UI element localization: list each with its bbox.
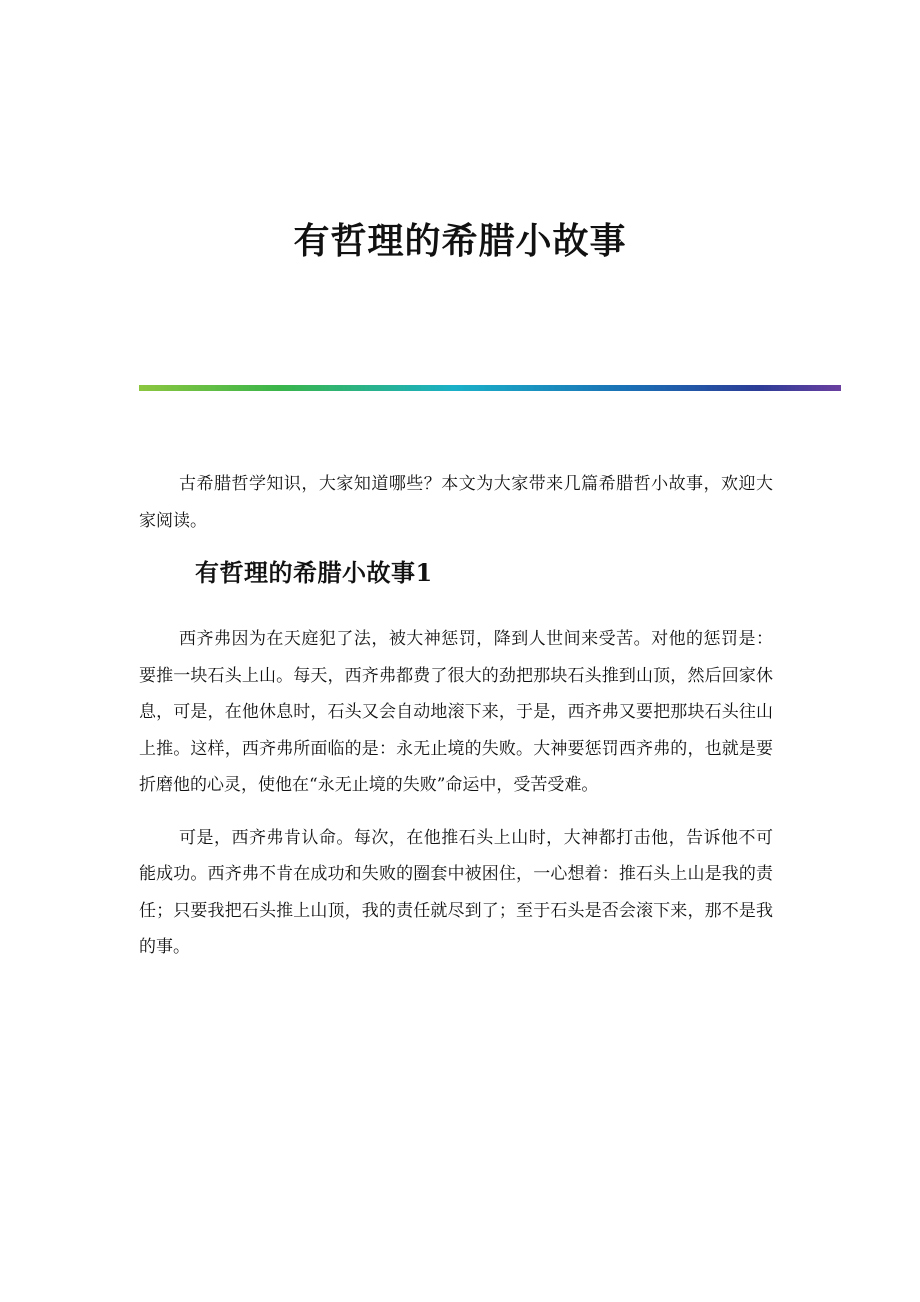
title-divider [139,385,841,391]
document-body [139,466,773,966]
body-paragraph-1: 西齐弗因为在天庭犯了法，被大神惩罚，降到人世间来受苦。对他的惩罚是：要推一块石头上山。每天，西齐弗都费了很大的劲把那块石头推到山顶，然后回家休息，可是，在他休息时，石头又会自动地滚下来，于是，西齐弗又要把那块石头往山上推。这样，西齐弗所面临的是：永无止境的失败。大神要惩罚西齐弗的，也就是要折磨他的心灵，使他在“永无止境的失败”命运中，受苦受难。 [139,629,773,795]
document-title: 有哲理的希腊小故事 [293,220,627,262]
body-paragraph-2: 可是，西齐弗肯认命。每次，在他推石头上山时，大神都打击他，告诉他不可能成功。西齐弗不肯在成功和失败的圈套中被困住，一心想着：推石头上山是我的责任；只要我把石头推上山顶，我的责任就尽到了；至于石头是否会滚下来，那不是我的事。 [139,827,773,957]
intro-paragraph: 古希腊哲学知识，大家知道哪些？本文为大家带来几篇希腊哲小故事，欢迎大家阅读。 [139,474,773,531]
section-heading: 有哲理的希腊小故事1 [195,558,433,587]
